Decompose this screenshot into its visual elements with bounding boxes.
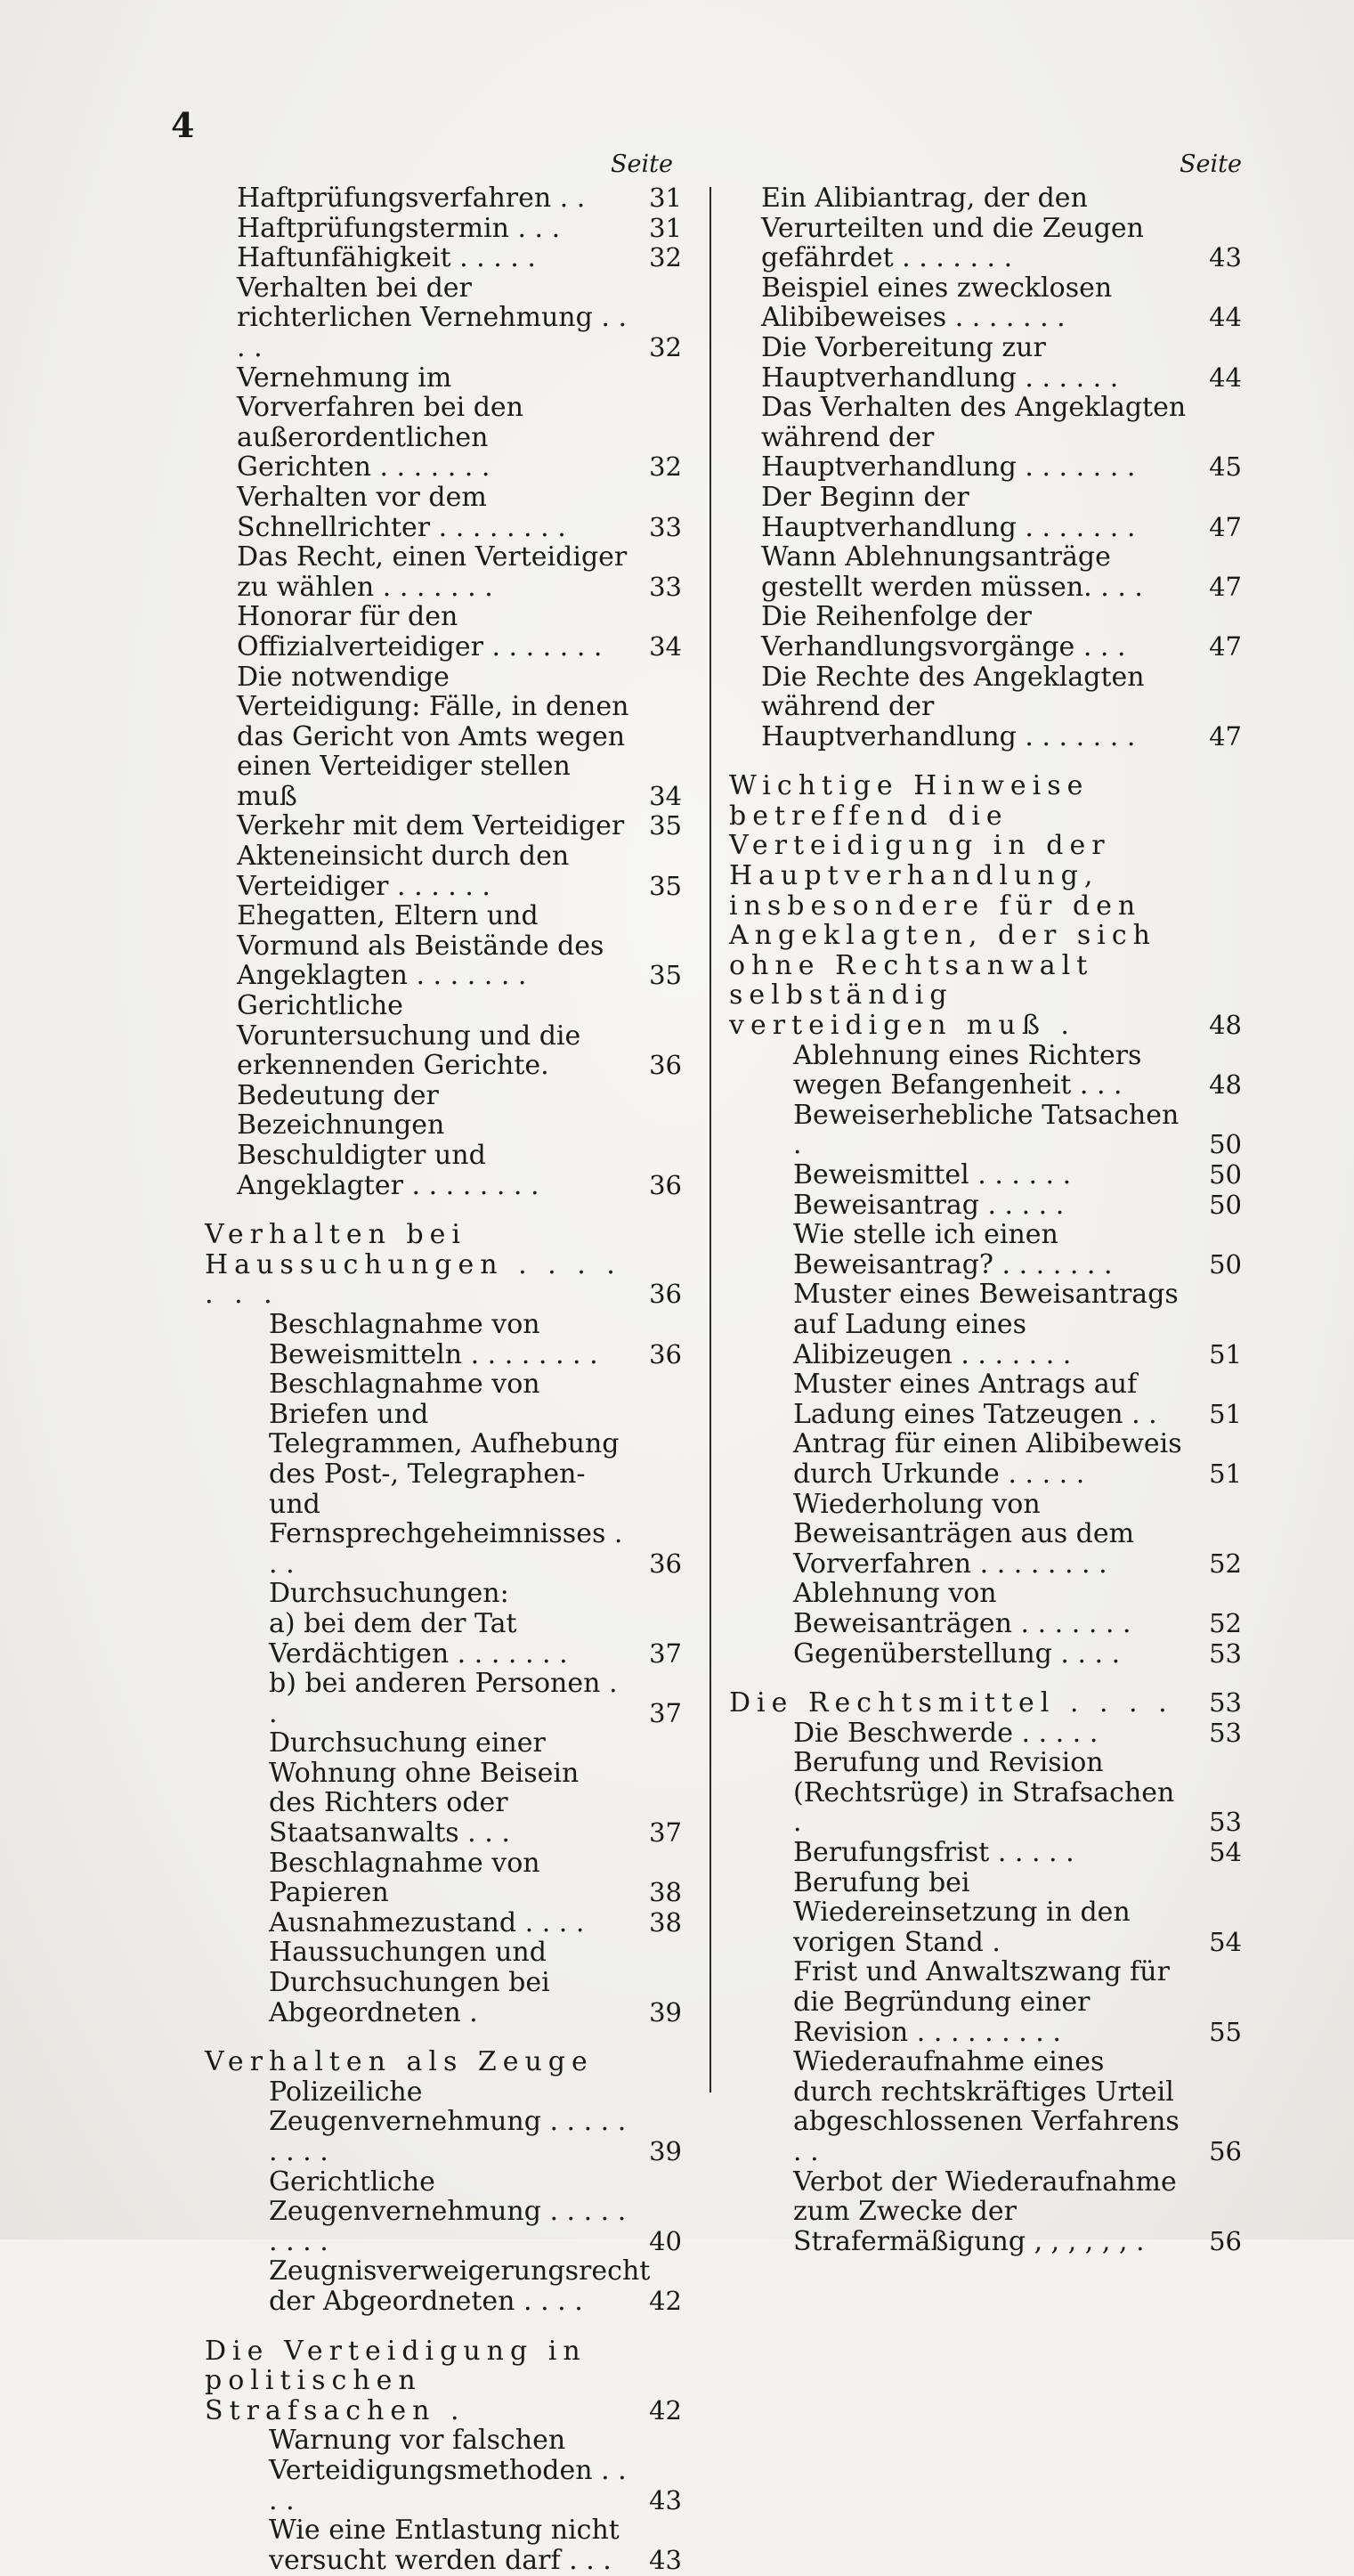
toc-entry: Berufung bei Wiedereinsetzung in den vorigen Stand . 54 bbox=[793, 1866, 1242, 1958]
toc-entry: Die Rechte des Angeklagten während der Hauptverhandlung . . . . . . . 47 bbox=[761, 661, 1242, 752]
toc-entry: Beschlagnahme von Papieren 38 bbox=[269, 1847, 682, 1909]
toc-entry: Haftunfähigkeit . . . . . 32 bbox=[237, 242, 682, 274]
toc-entry: Beweismittel . . . . . . 50 bbox=[793, 1159, 1242, 1190]
toc-entry: Gerichtliche Zeugenvernehmung . . . . . . . . . 40 bbox=[269, 2166, 682, 2257]
toc-entry: Muster eines Beweisantrags auf Ladung eines Alibizeugen . . . . . . . 51 bbox=[793, 1279, 1242, 1370]
toc-entry: Der Beginn der Hauptverhandlung . . . . . . . 47 bbox=[761, 481, 1242, 543]
toc-entry: Akteneinsicht durch den Verteidiger . . . . . . 35 bbox=[237, 841, 682, 902]
toc-entry: Wiederaufnahme eines durch rechtskräftiges Urteil abgeschlossenen Verfahrens . . 56 bbox=[793, 2046, 1242, 2167]
page-column-label: Seite bbox=[611, 150, 673, 178]
toc-entry: Vernehmung im Vorverfahren bei den außerordentlichen Gerichten . . . . . . . 32 bbox=[237, 362, 682, 484]
toc-entry: Das Recht, einen Verteidiger zu wählen . . . . . . . 33 bbox=[237, 541, 682, 603]
toc-entry: Verhalten bei der richterlichen Vernehmung . . . . 32 bbox=[237, 272, 682, 363]
toc-entry: Beschlagnahme von Beweismitteln . . . . . . . . 36 bbox=[269, 1308, 682, 1370]
toc-entry: Muster eines Antrags auf Ladung eines Tatzeugen . . 51 bbox=[793, 1369, 1242, 1430]
toc-entry: Durchsuchung einer Wohnung ohne Beisein des Richters oder Staatsanwalts . . . 37 bbox=[269, 1727, 682, 1849]
toc-entry: Beweisantrag . . . . . 50 bbox=[793, 1189, 1242, 1221]
toc-entry: Die notwendige Verteidigung: Fälle, in denen das Gericht von Amts wegen einen Verteidiger stellen muß 34 bbox=[237, 661, 682, 812]
toc-entry: Gerichtliche Voruntersuchung und die erkennenden Gerichte. 36 bbox=[237, 990, 682, 1082]
section-heading: Wichtige Hinweise betreffend die Verteidigung in der Hauptverhandlung, insbesondere für den Angeklagten, der sich ohne Rechtsanwalt selbständig verteidigen muß . 48 bbox=[729, 770, 1242, 1042]
toc-entry: Ablehnung von Beweisanträgen . . . . . . . 52 bbox=[793, 1578, 1242, 1639]
toc-entry: Berufungsfrist . . . . . 54 bbox=[793, 1837, 1242, 1869]
toc-entry: Beweiserhebliche Tatsachen . 50 bbox=[793, 1099, 1242, 1161]
toc-entry: b) bei anderen Personen . . 37 bbox=[269, 1668, 682, 1729]
toc-entry: Antrag für einen Alibibeweis durch Urkunde . . . . . 51 bbox=[793, 1428, 1242, 1490]
page-column-label: Seite bbox=[1180, 150, 1242, 178]
toc-entry: Haftprüfungstermin . . . 31 bbox=[237, 212, 682, 244]
page-number: 4 bbox=[171, 105, 195, 145]
toc-entry: Honorar für den Offizialverteidiger . . . . . . . 34 bbox=[237, 601, 682, 662]
toc-entry: Ein Alibiantrag, der den Verurteilten und die Zeugen gefährdet . . . . . . . 43 bbox=[761, 183, 1242, 274]
toc-entry: Wie eine Entlastung nicht versucht werden darf . . . 43 bbox=[269, 2515, 682, 2576]
toc-entry: Berufung und Revision (Rechtsrüge) in Strafsachen . 53 bbox=[793, 1747, 1242, 1839]
toc-entry: Warnung vor falschen Verteidigungsmethoden . . . . 43 bbox=[269, 2425, 682, 2516]
toc-entry: Verbot der Wiederaufnahme zum Zwecke der Strafermäßigung , , , , , , . 56 bbox=[793, 2166, 1242, 2257]
toc-entry: Die Reihenfolge der Verhandlungsvorgänge . . . 47 bbox=[761, 601, 1242, 662]
column-divider bbox=[709, 187, 711, 2092]
section-heading: Die Verteidigung in politischen Strafsachen . 42 bbox=[205, 2335, 682, 2426]
toc-entry: Die Beschwerde . . . . . 53 bbox=[793, 1717, 1242, 1749]
toc-right-column bbox=[729, 150, 1242, 2257]
toc-entry: Die Vorbereitung zur Hauptverhandlung . . . . . . 44 bbox=[761, 331, 1242, 394]
toc-entry: Ausnahmezustand . . . . 38 bbox=[269, 1906, 682, 1938]
toc-entry: Wie stelle ich einen Beweisantrag? . . . . . . . 50 bbox=[793, 1219, 1242, 1280]
toc-entry: a) bei dem der Tat Verdächtigen . . . . . . . 37 bbox=[269, 1607, 682, 1670]
toc-entry: Haftprüfungsverfahren . . 31 bbox=[237, 183, 682, 214]
toc-entry: Gegenüberstellung . . . . 53 bbox=[793, 1637, 1242, 1670]
toc-entry: Polizeiliche Zeugenvernehmung . . . . . . . . . 39 bbox=[269, 2076, 682, 2167]
toc-entry: Ablehnung eines Richters wegen Befangenheit . . . 48 bbox=[793, 1039, 1242, 1101]
toc-entry: Haussuchungen und Durchsuchungen bei Abgeordneten . 39 bbox=[269, 1937, 682, 2028]
toc-entry: Ehegatten, Eltern und Vormund als Beistände des Angeklagten . . . . . . . 35 bbox=[237, 900, 682, 992]
toc-entry: Zeugnisverweigerungsrecht der Abgeordneten . . . . 42 bbox=[269, 2255, 682, 2317]
toc-entry: Verkehr mit dem Verteidiger 35 bbox=[237, 810, 682, 842]
toc-left-column bbox=[205, 150, 682, 2576]
toc-entry: Frist und Anwaltszwang für die Begründung einer Revision . . . . . . . . . 55 bbox=[793, 1956, 1242, 2048]
toc-entry: Bedeutung der Bezeichnungen Beschuldigter und Angeklagter . . . . . . . . 36 bbox=[237, 1079, 682, 1201]
toc-entry: Beschlagnahme von Briefen und Telegrammen, Aufhebung des Post-, Telegraphen- und Fernsprechgeheimnisses . . . 36 bbox=[269, 1369, 682, 1580]
toc-entry: Durchsuchungen: bbox=[269, 1578, 509, 1610]
toc-entry: Wiederholung von Beweisanträgen aus dem Vorverfahren . . . . . . . . 52 bbox=[793, 1488, 1242, 1580]
section-heading: Verhalten bei Haussuchungen . . . . . . . 36 bbox=[205, 1219, 682, 1311]
section-heading: Verhalten als Zeuge bbox=[205, 2046, 594, 2078]
section-heading: Die Rechtsmittel . . . . 53 bbox=[729, 1687, 1242, 1719]
toc-entry: Wann Ablehnungsanträge gestellt werden müssen. . . . 47 bbox=[761, 541, 1242, 603]
toc-entry: Beispiel eines zwecklosen Alibibeweises . . . . . . . 44 bbox=[761, 272, 1242, 334]
toc-entry: Verhalten vor dem Schnellrichter . . . . . . . . 33 bbox=[237, 481, 682, 543]
toc-entry: Das Verhalten des Angeklagten während der Hauptverhandlung . . . . . . . 45 bbox=[761, 392, 1242, 484]
